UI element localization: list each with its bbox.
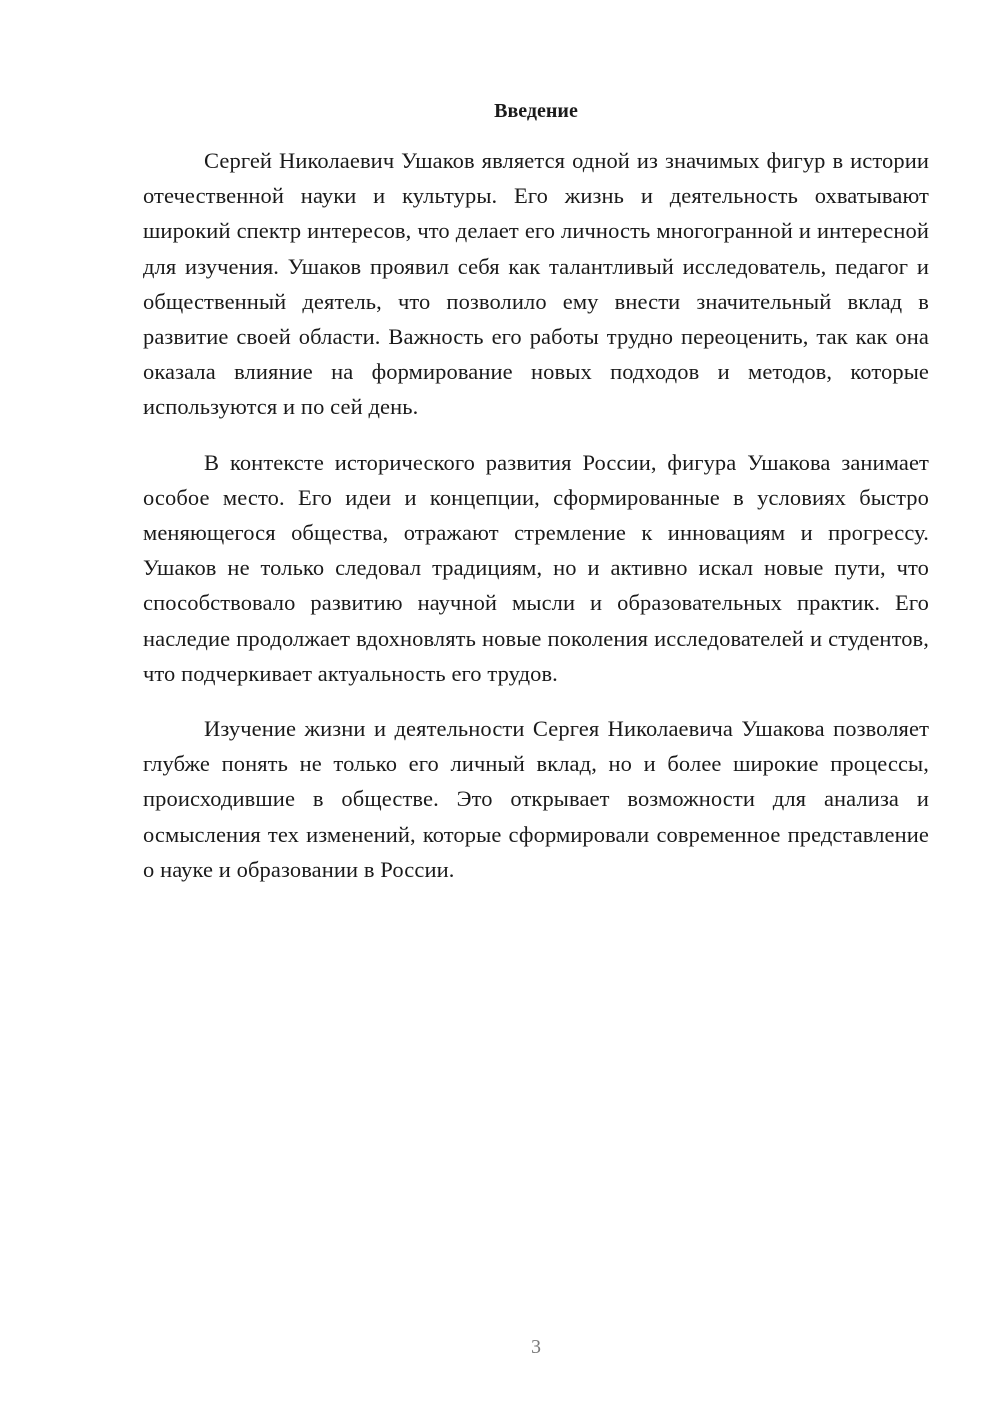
paragraph-1: Сергей Николаевич Ушаков является одной из значимых фигур в истории отечественной науки и культуры. Его жизнь и деятельность охватывают широкий спектр интересов, что делает его личность многогранной и интересной для изучения. Ушаков проявил себя как талантливый исследователь, педагог и общественный деятель, что позволило ему внести значительный вклад в развитие своей области. Важность его работы трудно переоценить, так как она оказала влияние на формирование новых подходов и методов, которые используются и по сей день. (143, 148, 929, 420)
paragraph-3: Изучение жизни и деятельности Сергея Николаевича Ушакова позволяет глубже понять не только его личный вклад, но и более широкие процессы, происходившие в обществе. Это открывает возможности для анализа и осмысления тех изменений, которые сформировали современное представление о науке и образовании в России. (143, 716, 929, 882)
paragraph-2: В контексте исторического развития России, фигура Ушакова занимает особое место. Его идеи и концепции, сформированные в условиях быстро меняющегося общества, отражают стремление к инновациям и прогрессу. Ушаков не только следовал традициям, но и активно искал новые пути, что способствовало развитию научной мысли и образовательных практик. Его наследие продолжает вдохновлять новые поколения исследователей и студентов, что подчеркивает актуальность его трудов. (143, 449, 929, 686)
page-title: Введение (494, 100, 578, 122)
page-number: 3 (531, 1336, 541, 1358)
body-text (143, 143, 929, 887)
